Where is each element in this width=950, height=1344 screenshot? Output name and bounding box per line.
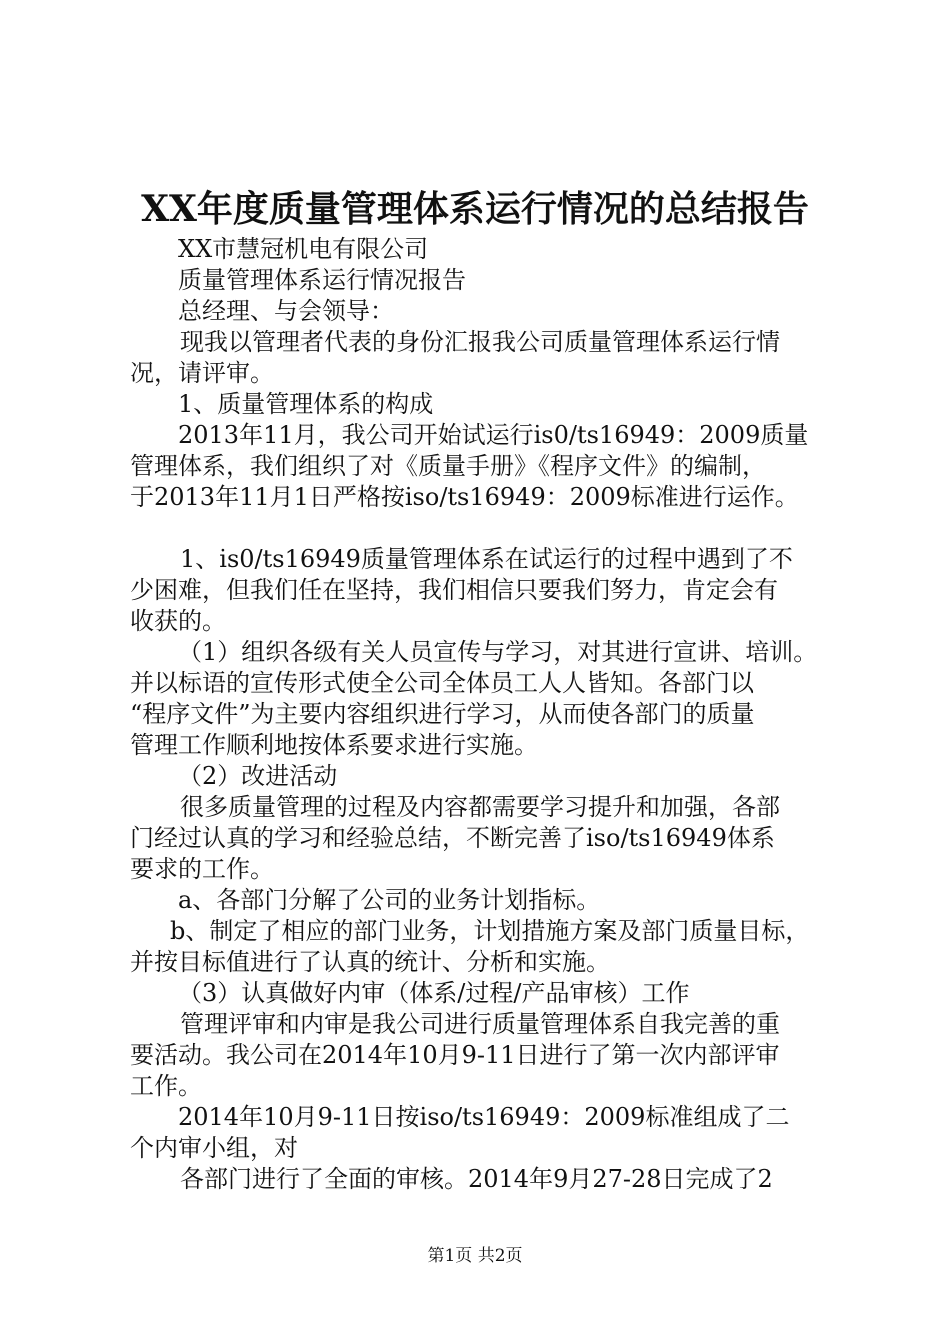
paragraph-line: 要活动。我公司在2014年10月9-11日进行了第一次内部评审 [130, 1041, 780, 1069]
paragraph-line: 1、is0/ts16949质量管理体系在试运行的过程中遇到了不 [180, 545, 793, 573]
paragraph-line: 于2013年11月1日严格按iso/ts16949：2009标准进行运作。 [130, 483, 799, 511]
paragraph-line: 工作。 [130, 1072, 202, 1100]
paragraph-line: a、各部门分解了公司的业务计划指标。 [178, 886, 601, 914]
paragraph-line: b、制定了相应的部门业务，计划措施方案及部门质量目标， [170, 917, 810, 945]
paragraph-line: 收获的。 [130, 607, 226, 635]
blank-line [130, 513, 830, 544]
paragraph-line: XX市慧冠机电有限公司 [178, 235, 429, 263]
paragraph-line: 2013年11月，我公司开始试运行is0/ts16949：2009质量 [178, 421, 809, 449]
paragraph-line: 管理工作顺利地按体系要求进行实施。 [130, 731, 538, 759]
paragraph-line: 要求的工作。 [130, 855, 274, 883]
paragraph-line: 管理评审和内审是我公司进行质量管理体系自我完善的重 [180, 1010, 780, 1038]
paragraph-line: 门经过认真的学习和经验总结，不断完善了iso/ts16949体系 [130, 824, 775, 852]
paragraph-line: 各部门进行了全面的审核。2014年9月27-28日完成了2 [180, 1165, 773, 1193]
section-heading: 1、质量管理体系的构成 [178, 390, 434, 418]
paragraph-line: “程序文件”为主要内容组织进行学习，从而使各部门的质量 [130, 700, 755, 728]
paragraph-line: 2014年10月9-11日按iso/ts16949：2009标准组成了二 [178, 1103, 790, 1131]
document-title: XX年度质量管理体系运行情况的总结报告 [141, 188, 809, 230]
page-footer: 第1页 共2页 [427, 1246, 523, 1266]
paragraph-line: 并按目标值进行了认真的统计、分析和实施。 [130, 948, 610, 976]
paragraph-line: 很多质量管理的过程及内容都需要学习提升和加强，各部 [180, 793, 780, 821]
paragraph-line: 个内审小组，对 [130, 1134, 298, 1162]
paragraph-line: 况，请评审。 [130, 359, 274, 387]
section-heading: （2）改进活动 [178, 762, 338, 790]
paragraph-line: 管理体系，我们组织了对《质量手册》《程序文件》的编制， [130, 452, 766, 480]
paragraph-line: （1）组织各级有关人员宣传与学习，对其进行宣讲、培训。 [178, 638, 818, 666]
paragraph-line: 少困难，但我们任在坚持，我们相信只要我们努力，肯定会有 [130, 576, 778, 604]
paragraph-line: 并以标语的宣传形式使全公司全体员工人人皆知。各部门以 [130, 669, 754, 697]
paragraph-line: 现我以管理者代表的身份汇报我公司质量管理体系运行情 [180, 328, 780, 356]
paragraph-line: 质量管理体系运行情况报告 [178, 266, 466, 294]
document-body [130, 234, 830, 1195]
paragraph-line: 总经理、与会领导： [178, 297, 394, 325]
section-heading: （3）认真做好内审（体系/过程/产品审核）工作 [178, 979, 690, 1007]
